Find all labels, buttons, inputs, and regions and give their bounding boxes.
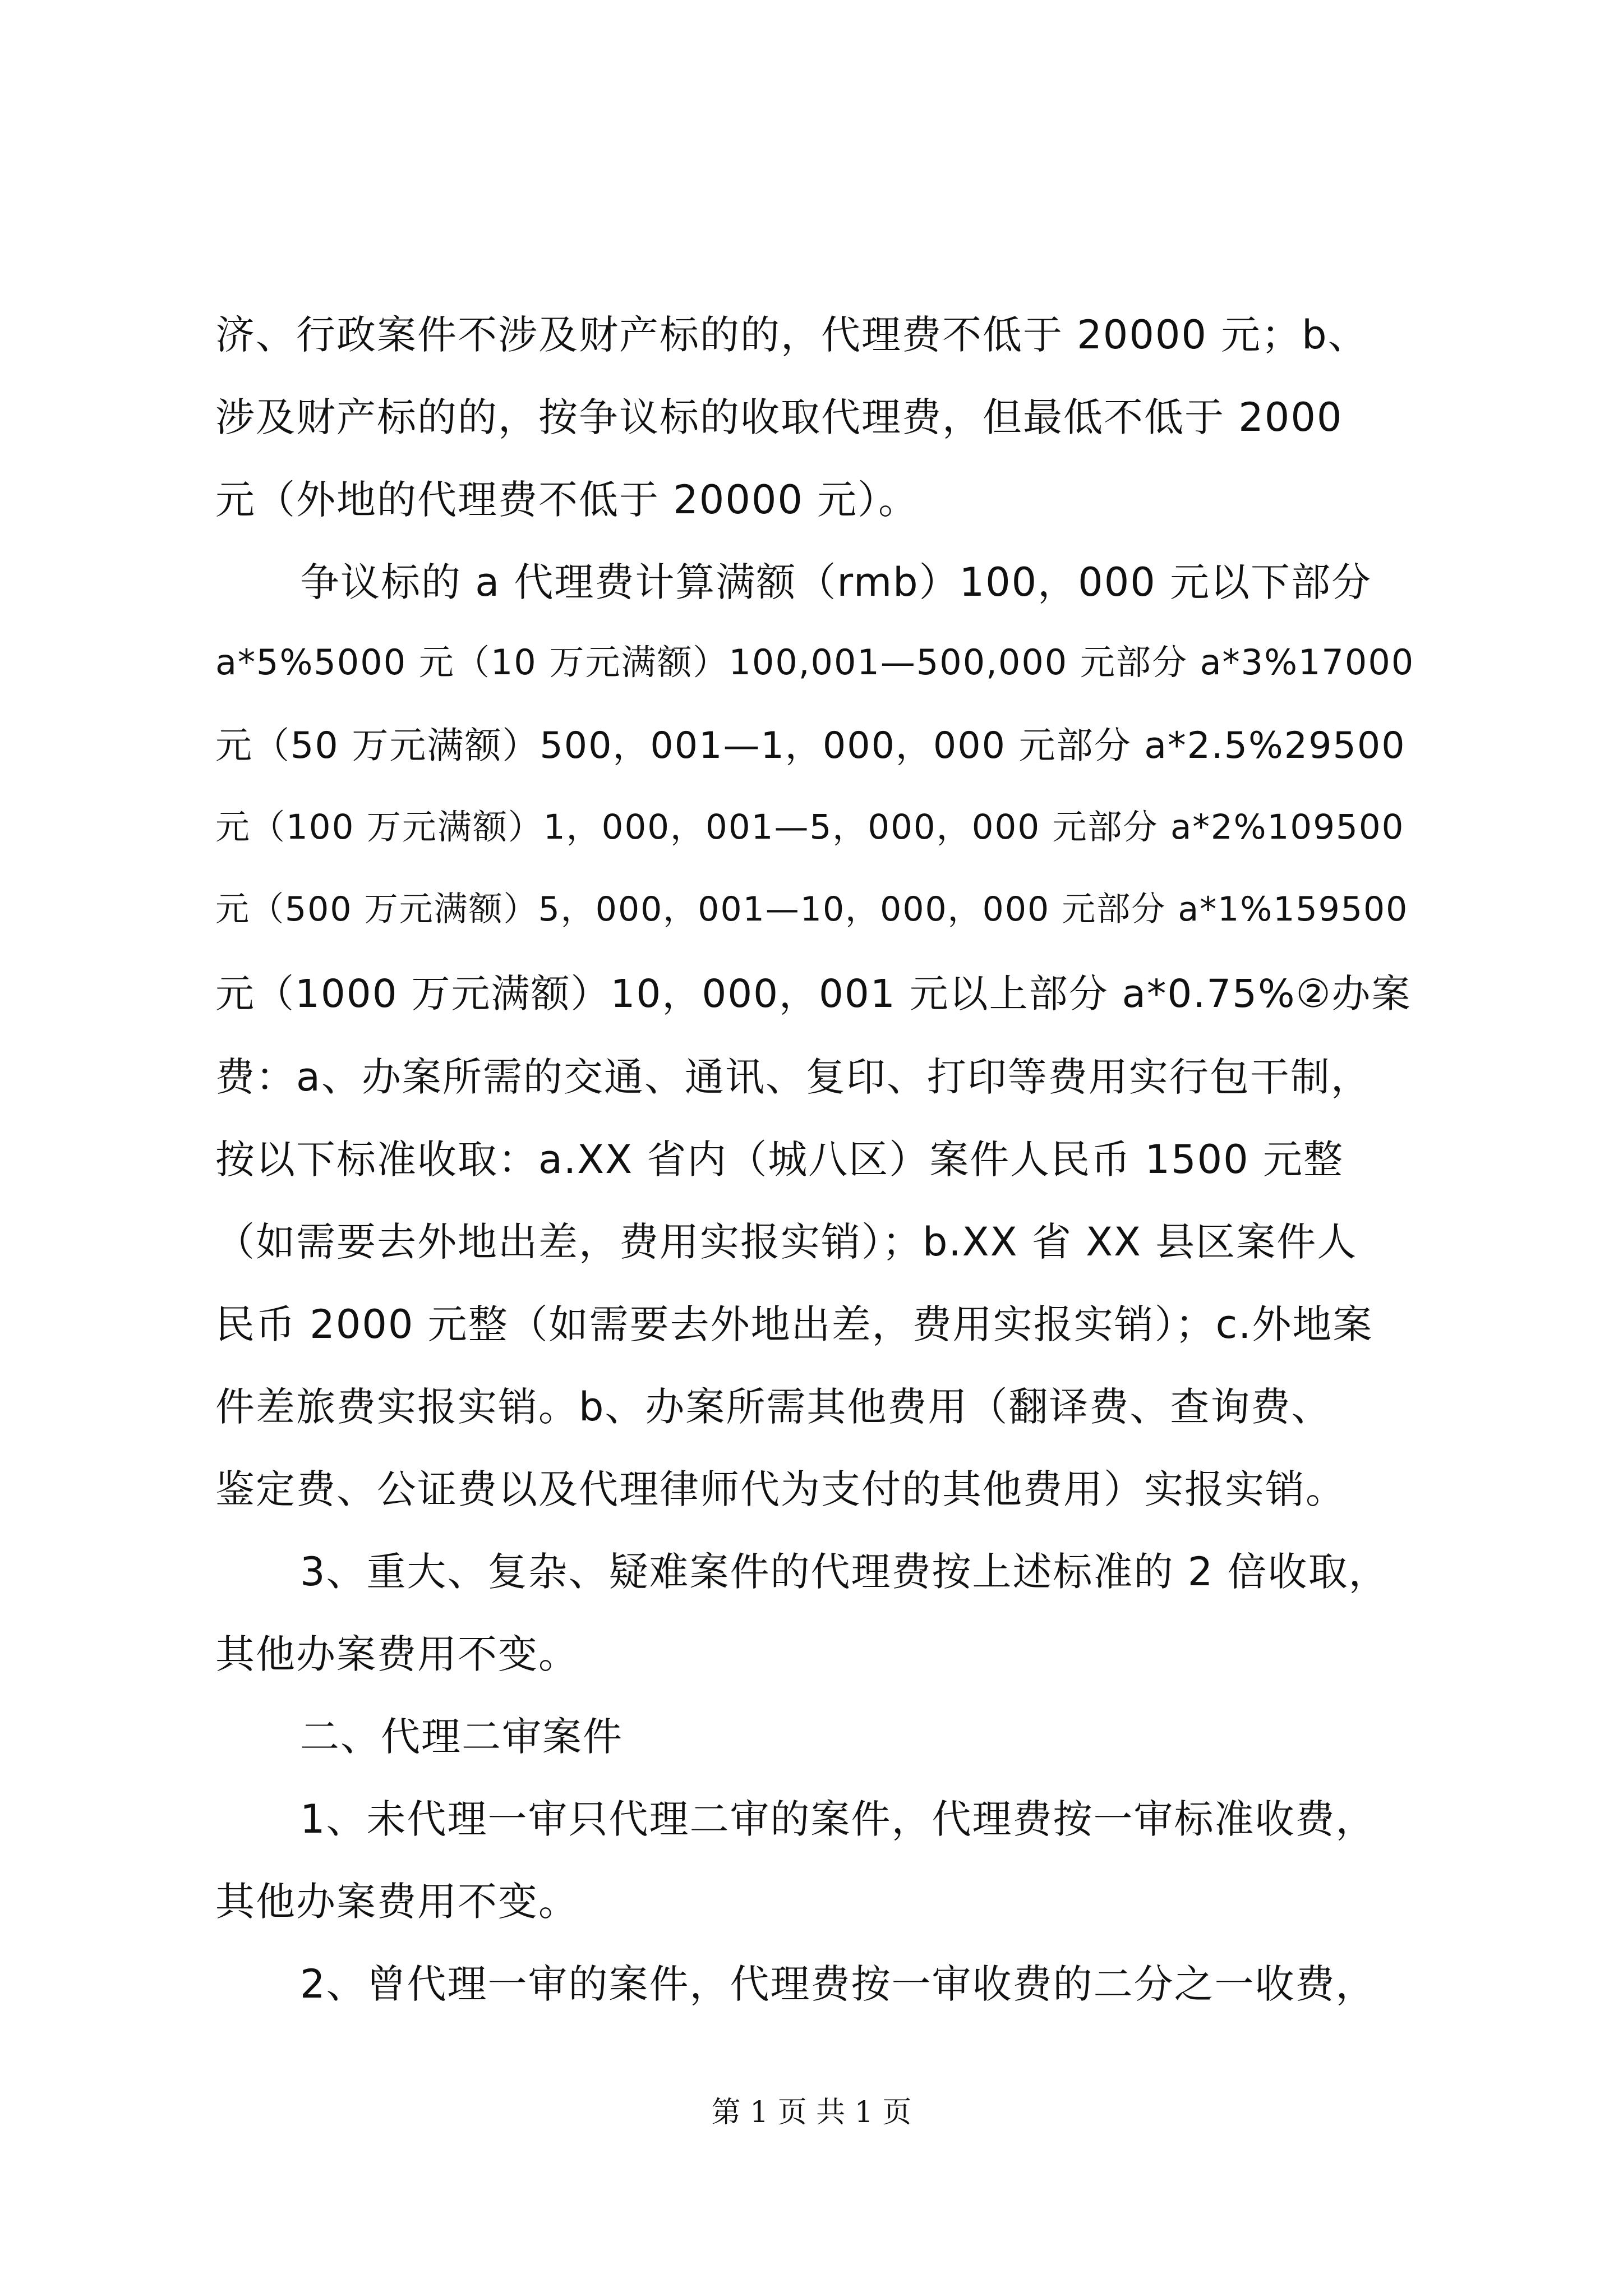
text-line-7: 元（100 万元满额）1，000，001—5，000，000 元部分 a*2%109500 bbox=[215, 807, 1405, 847]
text-line-12: （如需要去外地出差，费用实报实销）；b.XX 省 XX 县区案件人 bbox=[215, 1219, 1358, 1265]
text-line-17: 其他办案费用不变。 bbox=[215, 1631, 579, 1677]
text-line-1: 济、行政案件不涉及财产标的的，代理费不低于 20000 元；b、 bbox=[215, 312, 1368, 358]
page-footer: 第 1 页 共 1 页 bbox=[711, 2096, 912, 2129]
section-heading: 二、代理二审案件 bbox=[300, 1714, 623, 1760]
text-line-13: 民币 2000 元整（如需要去外地出差，费用实报实销）；c.外地案 bbox=[215, 1301, 1373, 1347]
text-line-10: 费：a、办案所需的交通、通讯、复印、打印等费用实行包干制， bbox=[215, 1054, 1371, 1100]
text-line-6: 元（50 万元满额）500，001—1，000，000 元部分 a*2.5%29500 bbox=[215, 725, 1406, 767]
text-line-8: 元（500 万元满额）5，000，001—10，000，000 元部分 a*1%159500 bbox=[215, 890, 1409, 929]
text-line-5: a*5%5000 元（10 万元满额）100,001—500,000 元部分 a*3%17000 bbox=[215, 642, 1415, 683]
text-line-11: 按以下标准收取：a.XX 省内（城八区）案件人民币 1500 元整 bbox=[215, 1137, 1344, 1182]
text-line-16: 3、重大、复杂、疑难案件的代理费按上述标准的 2 倍收取， bbox=[300, 1549, 1389, 1595]
text-line-15: 鉴定费、公证费以及代理律师代为支付的其他费用）实报实销。 bbox=[215, 1466, 1346, 1512]
text-line-21: 2、曾代理一审的案件，代理费按一审收费的二分之一收费， bbox=[300, 1961, 1376, 2007]
text-line-2: 涉及财产标的的，按争议标的收取代理费，但最低不低于 2000 bbox=[215, 394, 1343, 440]
text-line-9: 元（1000 万元满额）10，000，001 元以上部分 a*0.75%②办案 bbox=[215, 972, 1412, 1016]
text-line-19: 1、未代理一审只代理二审的案件，代理费按一审标准收费， bbox=[300, 1796, 1376, 1842]
text-line-3: 元（外地的代理费不低于 20000 元）。 bbox=[215, 477, 919, 523]
text-line-4: 争议标的 a 代理费计算满额（rmb）100，000 元以下部分 bbox=[300, 559, 1372, 605]
text-line-20: 其他办案费用不变。 bbox=[215, 1879, 579, 1925]
text-line-14: 件差旅费实报实销。b、办案所需其他费用（翻译费、查询费、 bbox=[215, 1384, 1332, 1430]
